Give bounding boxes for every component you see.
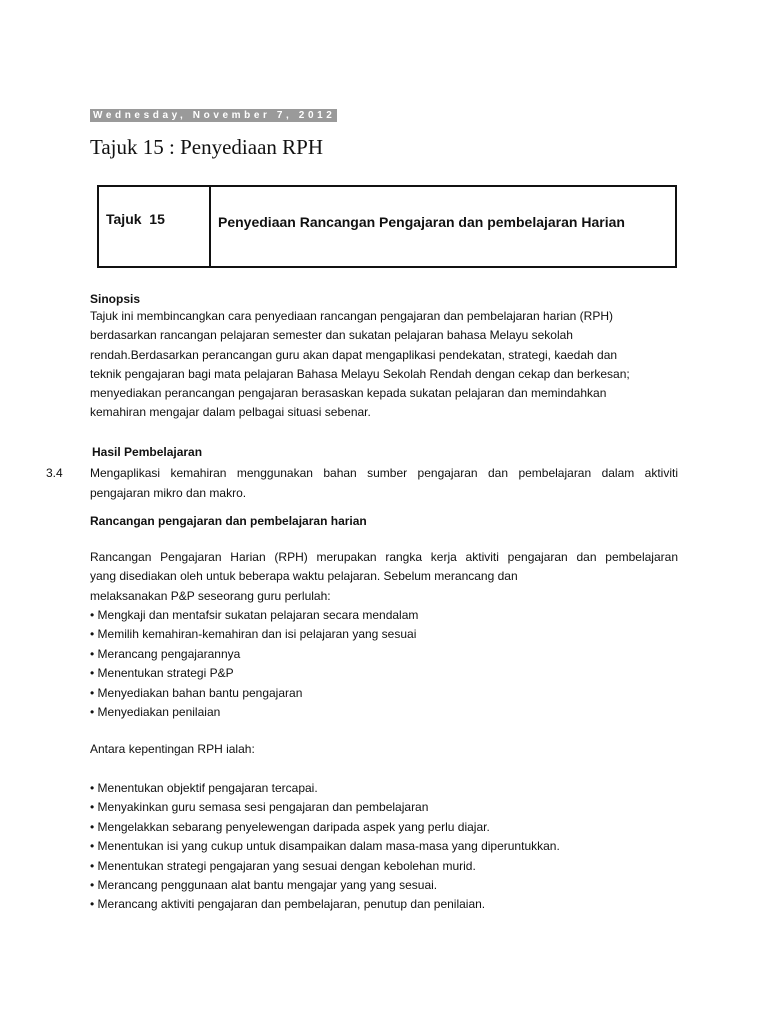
rph-intro: [90, 548, 678, 606]
list-item: • Menyediakan bahan bantu pengajaran: [90, 685, 303, 700]
list-item: • Merancang penggunaan alat bantu mengajar yang yang sesuai.: [90, 878, 438, 893]
post-date: Wednesday, November 7, 2012: [90, 109, 337, 122]
importance-list: [90, 779, 560, 915]
rph-steps-list: [90, 606, 418, 722]
sinopsis-line: berdasarkan rancangan pelajaran semester dan sukatan pelajaran bahasa Melayu sekolah: [90, 328, 573, 343]
list-item: • Menentukan isi yang cukup untuk disampaikan dalam masa-masa yang diperuntukkan.: [90, 839, 560, 854]
post-title: Tajuk 15 : Penyediaan RPH: [90, 135, 323, 159]
hasil-item: [46, 463, 678, 503]
list-item: • Menentukan strategi pengajaran yang sesuai dengan kebolehan murid.: [90, 858, 476, 873]
rph-intro-line: Rancangan Pengajaran Harian (RPH) merupakan rangka kerja aktiviti pengajaran dan pembelajaran: [90, 550, 678, 564]
sinopsis-line: teknik pengajaran bagi mata pelajaran Bahasa Melayu Sekolah Rendah dengan cekap dan berkesan;: [90, 366, 630, 381]
list-item: • Menyediakan penilaian: [90, 705, 221, 720]
sinopsis-line: menyediakan perancangan pengajaran berasaskan kepada sukatan pelajaran dan memindahkan: [90, 386, 607, 401]
hasil-line: Mengaplikasi kemahiran menggunakan bahan sumber pengajaran dan pembelajaran dalam aktiviti: [90, 466, 678, 480]
hasil-heading: Hasil Pembelajaran: [92, 445, 203, 459]
sinopsis-line: Tajuk ini membincangkan cara penyediaan rancangan pengajaran dan pembelajaran harian (RPH): [90, 309, 613, 323]
list-item: • Mengkaji dan mentafsir sukatan pelajaran secara mendalam: [90, 608, 419, 622]
list-item: • Menyakinkan guru semasa sesi pengajaran dan pembelajaran: [90, 800, 429, 815]
rph-intro-line: melaksanakan P&P seseorang guru perlulah:: [90, 588, 331, 603]
list-item: • Menentukan strategi P&P: [90, 666, 234, 681]
rph-intro-line: yang disediakan oleh untuk beberapa waktu pelajaran. Sebelum merancang dan: [90, 569, 518, 584]
list-item: • Merancang aktiviti pengajaran dan pembelajaran, penutup dan penilaian.: [90, 897, 486, 912]
hasil-line: pengajaran mikro dan makro.: [90, 486, 247, 500]
sinopsis-line: rendah.Berdasarkan perancangan guru akan dapat mengaplikasi pendekatan, strategi, kaedah dan: [90, 347, 618, 362]
list-item: • Menentukan objektif pengajaran tercapai.: [90, 781, 318, 795]
topic-title-cell: Penyediaan Rancangan Pengajaran dan pembelajaran Harian: [218, 214, 625, 230]
rph-heading: Rancangan pengajaran dan pembelajaran harian: [90, 514, 367, 528]
list-item: • Merancang pengajarannya: [90, 646, 241, 661]
list-item: • Memilih kemahiran-kemahiran dan isi pelajaran yang sesuai: [90, 627, 417, 642]
list-item: • Mengelakkan sebarang penyelewengan daripada aspek yang perlu diajar.: [90, 819, 490, 834]
topic-table: [97, 185, 677, 268]
hasil-number: 3.4: [46, 466, 63, 480]
sinopsis-paragraph: [90, 307, 678, 423]
sinopsis-line: kemahiran mengajar dalam pelbagai situasi sebenar.: [90, 405, 371, 420]
topic-number-cell: Tajuk 15: [99, 187, 211, 266]
sinopsis-heading: Sinopsis: [90, 292, 141, 306]
importance-intro: Antara kepentingan RPH ialah:: [90, 742, 255, 756]
